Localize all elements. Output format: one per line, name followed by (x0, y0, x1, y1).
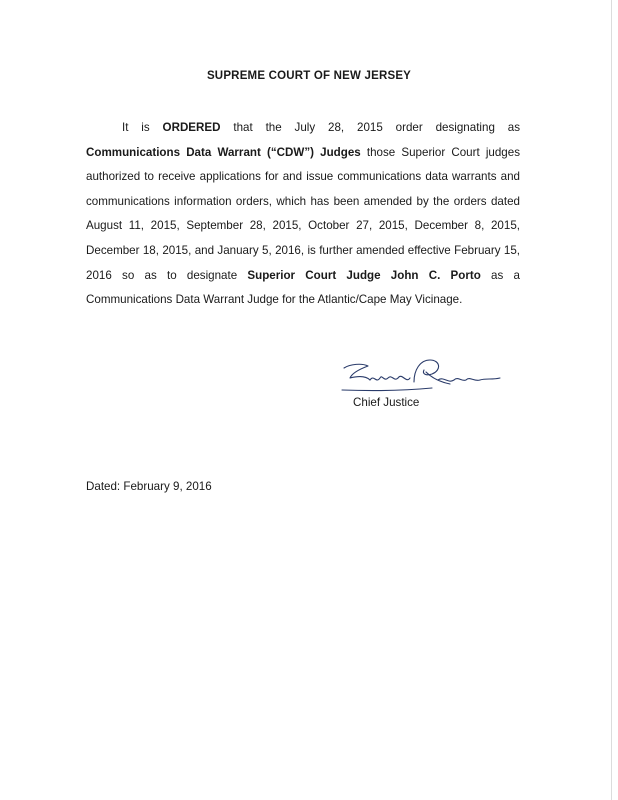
chief-justice-signature (340, 354, 510, 396)
order-intro: It is (122, 121, 163, 134)
judge-name-bold: Superior Court Judge John C. Porto (247, 268, 481, 282)
order-text-2: those Superior Court judges authorized to receive applications for and issue communications data warrants and communications information orders, which has been amended by the orders dated August 11, 2015, September 28, 2015, October 27, 2015, December 8, 2015, December 18, 2015, and January 5, 2016, is further amended effective February 15, 2016 so as to designate (86, 145, 520, 282)
order-paragraph (86, 116, 520, 313)
signature-title: Chief Justice (353, 396, 420, 409)
order-text-3: as a Communications Data Warrant Judge for the Atlantic/Cape May Vicinage. (86, 268, 520, 307)
order-text-1: that the July 28, 2015 order designating as (220, 121, 520, 134)
page-edge (611, 0, 612, 800)
ordered-word: ORDERED (162, 121, 221, 134)
court-title: SUPREME COURT OF NEW JERSEY (206, 70, 412, 82)
dated-line: Dated: February 9, 2016 (86, 480, 212, 493)
cdw-judges-bold: Communications Data Warrant (“CDW”) Judges (86, 145, 361, 159)
